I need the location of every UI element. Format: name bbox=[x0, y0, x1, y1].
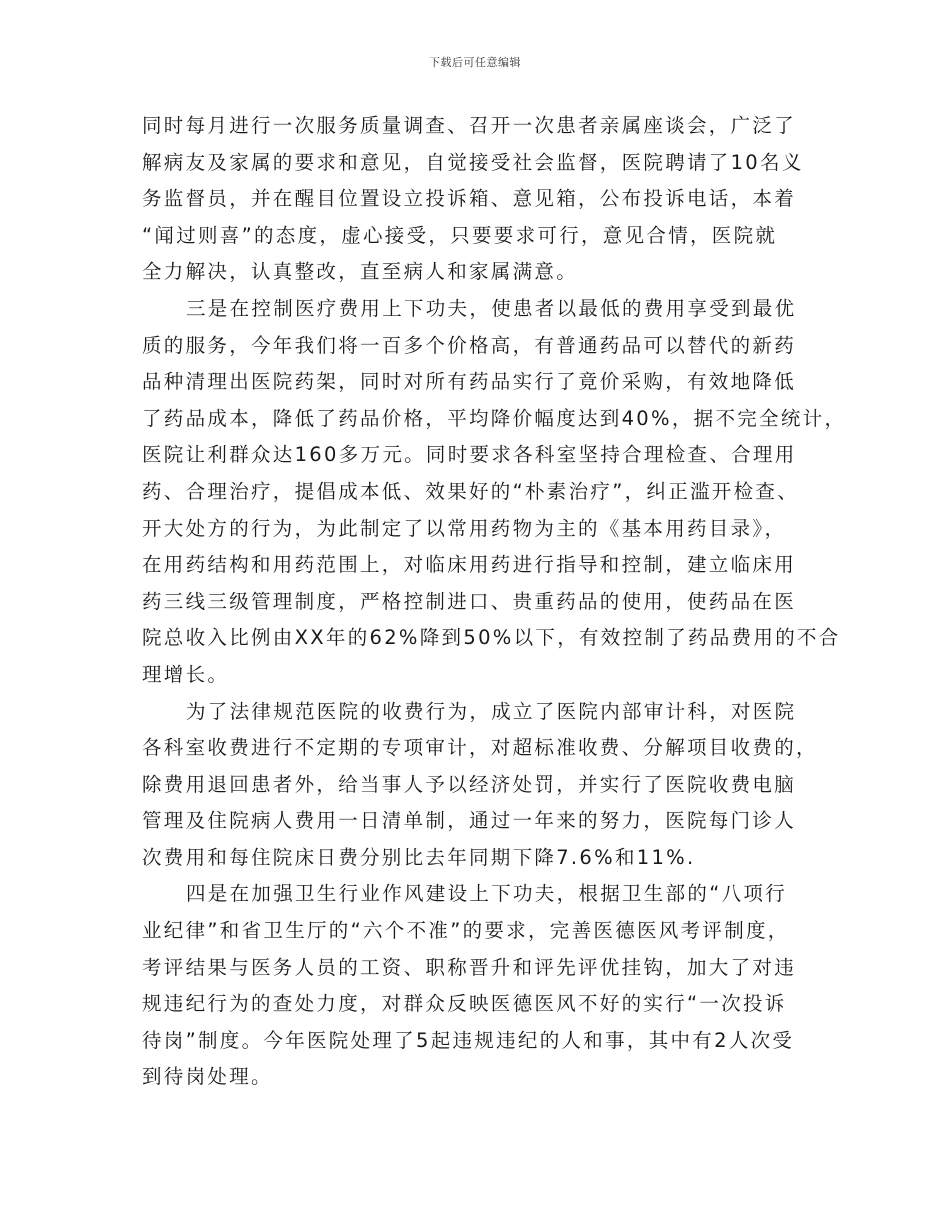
text-line: 药、合理治疗，提倡成本低、效果好的“朴素治疗”，纠正滥开检查、 bbox=[142, 479, 800, 503]
text-line: 品种清理出医院药架，同时对所有药品实行了竟价采购，有效地降低 bbox=[142, 370, 797, 394]
text-line: 考评结果与医务人员的工资、职称晋升和评先评优挂钩，加大了对违 bbox=[142, 955, 797, 979]
text-line: 务监督员，并在醒目位置设立投诉箱、意见箱，公布投诉电话，本着 bbox=[142, 187, 797, 211]
text-line: 到待岗处理。 bbox=[142, 1065, 273, 1089]
text-line: 在用药结构和用药范围上，对临床用药进行指导和控制，建立临床用 bbox=[142, 553, 797, 577]
text-line: 了药品成本，降低了药品价格，平均降价幅度达到40%，据不完全统计， bbox=[142, 406, 847, 430]
text-line: 开大处方的行为，为此制定了以常用药物为主的《基本用药目录》， bbox=[142, 516, 787, 540]
text-line: 全力解决，认真整改，直至病人和家属满意。 bbox=[142, 260, 579, 284]
text-line: “闻过则喜”的态度，虚心接受，只要要求可行，意见合情，医院就 bbox=[142, 223, 778, 247]
document-body bbox=[142, 108, 847, 1096]
text-line: 业纪律”和省卫生厅的“六个不准”的要求，完善医德医风考评制度， bbox=[142, 919, 790, 943]
text-line: 医院让利群众达160多万元。同时要求各科室坚持合理检查、合理用 bbox=[142, 443, 797, 467]
text-line: 理增长。 bbox=[142, 662, 230, 686]
text-line: 各科室收费进行不定期的专项审计，对超标准收费、分解项目收费的， bbox=[142, 736, 818, 760]
text-line: 药三线三级管理制度，严格控制进口、贵重药品的使用，使药品在医 bbox=[142, 589, 797, 613]
text-line: 待岗”制度。今年医院处理了5起违规违纪的人和事，其中有2人次受 bbox=[142, 1028, 795, 1052]
paragraph-first-line: 三是在控制医疗费用上下功夫，使患者以最低的费用享受到最优 bbox=[186, 296, 797, 320]
text-line: 规违纪行为的查处力度，对群众反映医德医风不好的实行“一次投诉 bbox=[142, 992, 787, 1016]
text-line: 除费用退回患者外，给当事人予以经济处罚，并实行了医院收费电脑 bbox=[142, 772, 797, 796]
paragraph-first-line: 为了法律规范医院的收费行为，成立了医院内部审计科，对医院 bbox=[186, 699, 797, 723]
paragraph-first-line: 四是在加强卫生行业作风建设上下功夫，根据卫生部的“八项行 bbox=[186, 882, 788, 906]
text-line: 次费用和每住院床日费分别比去年同期下降7.6%和11%. bbox=[142, 845, 696, 869]
text-line: 同时每月进行一次服务质量调查、召开一次患者亲属座谈会，广泛了 bbox=[142, 114, 797, 137]
text-line: 管理及住院病人费用一日清单制，通过一年来的努力，医院每门诊人 bbox=[142, 809, 797, 833]
page-header-note: 下载后可任意编辑 bbox=[429, 56, 521, 69]
text-line: 解病友及家属的要求和意见，自觉接受社会监督，医院聘请了10名义 bbox=[142, 150, 804, 174]
text-line: 院总收入比例由XX年的62%降到50%以下，有效控制了药品费用的不合 bbox=[142, 626, 841, 650]
text-line: 质的服务，今年我们将一百多个价格高，有普通药品可以替代的新药 bbox=[142, 333, 797, 357]
